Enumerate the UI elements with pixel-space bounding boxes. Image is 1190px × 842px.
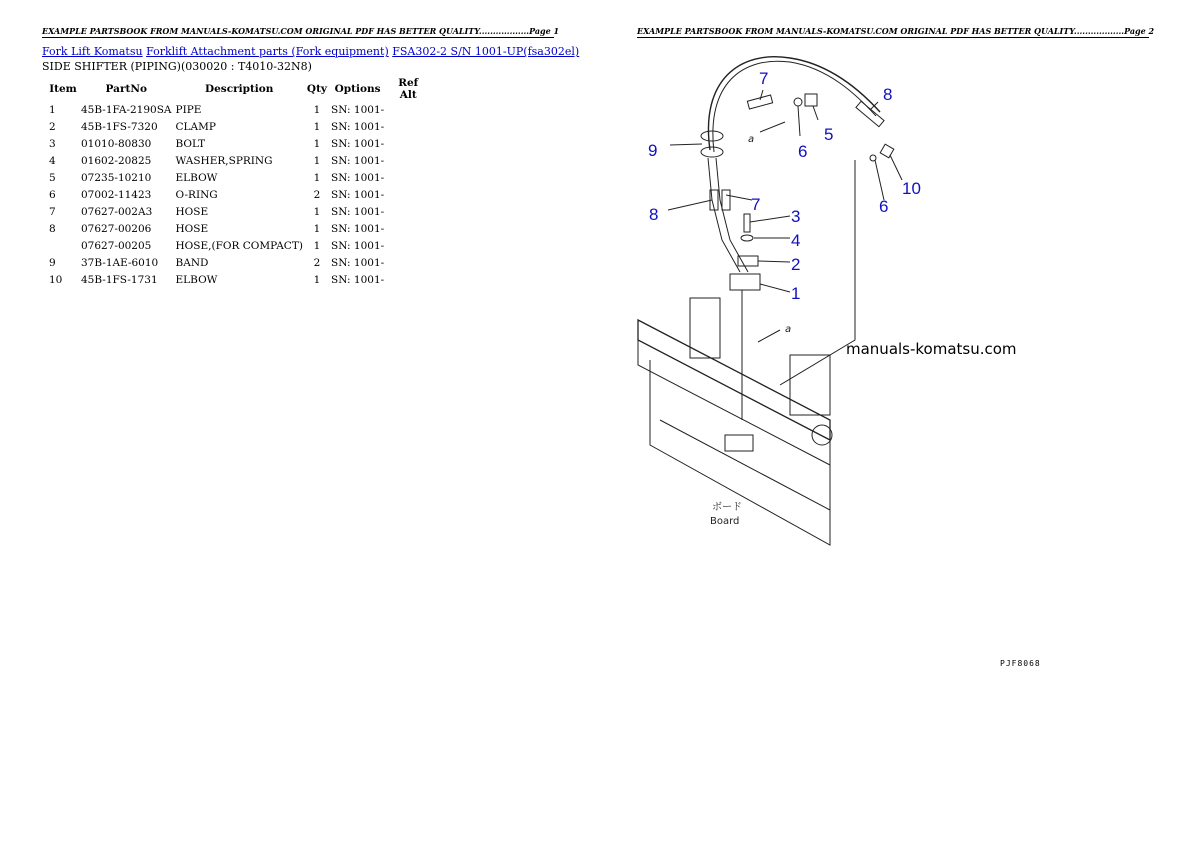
hose-loop-inner <box>713 61 876 152</box>
leader-6-right <box>875 160 884 200</box>
table-row <box>44 237 430 254</box>
column-header-qty: Qty <box>306 83 328 95</box>
cell-description: BOLT <box>175 137 206 150</box>
leader-2 <box>758 261 790 262</box>
cell-ref-alt <box>386 254 430 271</box>
table-row <box>44 186 430 203</box>
cell-ref-alt <box>386 135 430 152</box>
elbow-10 <box>880 144 894 158</box>
cell-item: 2 <box>49 120 56 133</box>
cell-description: O-RING <box>175 188 218 201</box>
cell-options: SN: 1001- <box>331 103 385 116</box>
hose-fitting-8-top <box>856 101 884 126</box>
bolt-3 <box>744 214 750 232</box>
callout-2: 2 <box>791 255 801 274</box>
cell-description: WASHER,SPRING <box>175 154 273 167</box>
cell-qty: 1 <box>313 273 321 286</box>
table-row <box>44 169 430 186</box>
section-title: SIDE SHIFTER (PIPING)(030020 : T4010-32N8) <box>42 60 312 73</box>
table-row <box>44 101 430 118</box>
cell-partno: 07627-00205 <box>81 239 152 252</box>
exploded-parts-diagram <box>630 40 1050 560</box>
view-mark-a-mid: a <box>785 324 792 335</box>
cell-qty: 2 <box>313 188 321 201</box>
cell-ref-alt <box>386 169 430 186</box>
cell-item: 10 <box>49 273 63 286</box>
callout-6-right: 6 <box>879 197 889 216</box>
cell-item: 1 <box>49 103 56 116</box>
cell-options: SN: 1001- <box>331 222 385 235</box>
column-header-options: Options <box>334 83 381 95</box>
breadcrumb-link-model[interactable]: FSA302-2 S/N 1001-UP(fsa302el) <box>392 45 580 58</box>
cell-ref-alt <box>386 237 430 254</box>
leader-3 <box>750 216 790 222</box>
cell-item: 3 <box>49 137 56 150</box>
pipe-block-1 <box>730 274 760 290</box>
page-header: EXAMPLE PARTSBOOK FROM MANUALS-KOMATSU.COM ORIGINAL PDF HAS BETTER QUALITY..................Page 1 <box>42 26 560 36</box>
band-9-lower <box>701 147 723 157</box>
cell-partno: 37B-1AE-6010 <box>81 256 159 269</box>
cell-ref-alt <box>386 152 430 169</box>
cell-qty: 1 <box>313 103 321 116</box>
cell-ref-alt <box>386 186 430 203</box>
frame-body <box>650 360 830 545</box>
table-header-row <box>44 77 430 101</box>
view-arrow-a-mid <box>758 330 780 342</box>
cell-partno: 07627-002A3 <box>81 205 153 218</box>
cell-ref-alt <box>386 203 430 220</box>
table-row <box>44 118 430 135</box>
callout-9: 9 <box>648 141 658 160</box>
cell-options: SN: 1001- <box>331 239 385 252</box>
cell-description: ELBOW <box>175 171 218 184</box>
cell-qty: 2 <box>313 256 321 269</box>
oring-6-top <box>794 98 802 106</box>
hose-fitting-7-top <box>747 95 772 109</box>
page-header: EXAMPLE PARTSBOOK FROM MANUALS-KOMATSU.COM ORIGINAL PDF HAS BETTER QUALITY..................Page 2 <box>637 26 1155 36</box>
cell-partno: 01602-20825 <box>81 154 152 167</box>
cell-qty: 1 <box>313 171 321 184</box>
leader-10 <box>890 155 902 180</box>
cell-partno: 45B-1FS-1731 <box>81 273 158 286</box>
leader-5 <box>813 106 818 120</box>
watermark-text: manuals-komatsu.com <box>846 340 1017 358</box>
cell-options: SN: 1001- <box>331 171 385 184</box>
callout-8-left: 8 <box>649 205 659 224</box>
hose-left-b <box>716 158 748 272</box>
table-row <box>44 271 430 288</box>
cell-ref-alt <box>386 101 430 118</box>
cell-options: SN: 1001- <box>331 154 385 167</box>
table-row <box>44 152 430 169</box>
column-header-ref-alt: Ref Alt <box>398 77 419 101</box>
cell-partno: 45B-1FA-2190SA <box>81 103 172 116</box>
washer-4 <box>741 235 753 241</box>
leader-6-top <box>798 106 800 136</box>
cell-qty: 1 <box>313 239 321 252</box>
leader-8-left <box>668 200 712 210</box>
cell-qty: 1 <box>313 120 321 133</box>
callout-5: 5 <box>824 125 834 144</box>
cell-qty: 1 <box>313 205 321 218</box>
cell-item: 7 <box>49 205 56 218</box>
board-label-en: Board <box>710 516 740 527</box>
breadcrumb <box>42 45 579 58</box>
column-header-description: Description <box>205 83 274 95</box>
cell-description: BAND <box>175 256 209 269</box>
breadcrumb-link-category[interactable]: Forklift Attachment parts (Fork equipment) <box>146 45 389 58</box>
cell-description: CLAMP <box>175 120 216 133</box>
clamp-2 <box>738 256 758 266</box>
callout-7-top: 7 <box>759 69 769 88</box>
table-row <box>44 135 430 152</box>
hose-fitting-7 <box>722 190 730 210</box>
breadcrumb-link-brand[interactable]: Fork Lift Komatsu <box>42 45 143 58</box>
leader-9 <box>670 144 702 145</box>
callout-8-top: 8 <box>883 85 893 104</box>
cell-options: SN: 1001- <box>331 205 385 218</box>
cell-options: SN: 1001- <box>331 137 385 150</box>
cell-item: 9 <box>49 256 56 269</box>
cell-item: 8 <box>49 222 56 235</box>
cell-ref-alt <box>386 220 430 237</box>
column-header-item: Item <box>49 83 77 95</box>
cell-options: SN: 1001- <box>331 188 385 201</box>
elbow-5 <box>805 94 817 106</box>
cell-qty: 1 <box>313 222 321 235</box>
right-bracket <box>790 355 830 415</box>
parts-table-body <box>44 101 430 288</box>
cell-partno: 07627-00206 <box>81 222 152 235</box>
callout-3: 3 <box>791 207 801 226</box>
leader-7-top <box>760 90 763 100</box>
callout-1: 1 <box>791 284 801 303</box>
parts-table <box>44 77 430 288</box>
callout-4: 4 <box>791 231 801 250</box>
cell-description: HOSE,(FOR COMPACT) <box>175 239 303 252</box>
band-9-upper <box>701 131 723 141</box>
cell-options: SN: 1001- <box>331 256 385 269</box>
table-row <box>44 220 430 237</box>
frame-top-bar-face <box>638 340 830 465</box>
board-label-jp: ボード <box>712 502 742 513</box>
figure-code: PJF8068 <box>1000 659 1041 668</box>
view-mark-a-top: a <box>748 134 755 145</box>
cell-item: 4 <box>49 154 56 167</box>
cell-partno: 45B-1FS-7320 <box>81 120 158 133</box>
callout-7-left: 7 <box>751 195 761 214</box>
cell-description: PIPE <box>175 103 202 116</box>
callout-6-top: 6 <box>798 142 808 161</box>
cell-description: ELBOW <box>175 273 218 286</box>
cell-options: SN: 1001- <box>331 273 385 286</box>
table-row <box>44 254 430 271</box>
view-arrow-a-top <box>760 122 785 132</box>
leader-1 <box>760 284 790 292</box>
lower-bracket <box>725 435 753 451</box>
cell-partno: 07002-11423 <box>81 188 152 201</box>
cell-item: 5 <box>49 171 56 184</box>
cell-partno: 07235-10210 <box>81 171 152 184</box>
column-header-partno: PartNo <box>105 83 147 95</box>
cell-qty: 1 <box>313 154 321 167</box>
cell-ref-alt <box>386 271 430 288</box>
cell-description: HOSE <box>175 222 209 235</box>
cell-ref-alt <box>386 118 430 135</box>
cell-qty: 1 <box>313 137 321 150</box>
cell-description: HOSE <box>175 205 209 218</box>
cell-partno: 01010-80830 <box>81 137 152 150</box>
cylinder-end <box>812 425 832 445</box>
cell-item: 6 <box>49 188 56 201</box>
cell-item <box>44 237 79 254</box>
callout-10: 10 <box>902 179 921 198</box>
table-row <box>44 203 430 220</box>
cell-options: SN: 1001- <box>331 120 385 133</box>
